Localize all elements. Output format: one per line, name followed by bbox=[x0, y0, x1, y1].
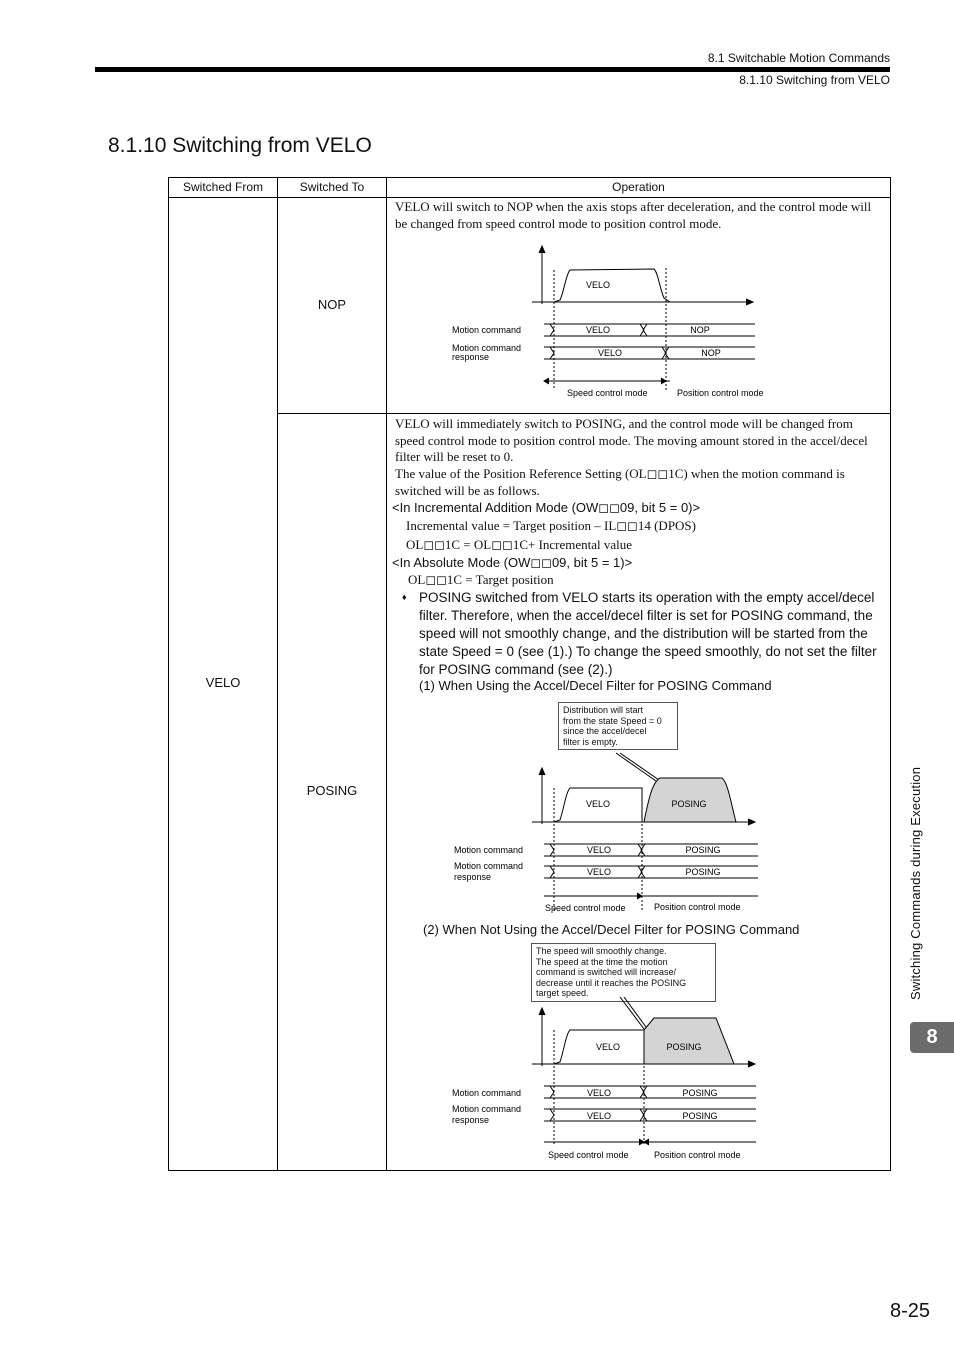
diag1-response-1: Motion command bbox=[452, 343, 522, 353]
case1-title: (1) When Using the Accel/Decel Filter for POSING Command bbox=[419, 678, 772, 693]
incremental-heading: <In Incremental Addition Mode (OW◻◻09, bit 5 = 0)> bbox=[392, 500, 701, 515]
diag3-position-mode: Position control mode bbox=[654, 1150, 741, 1160]
posing-para1: VELO will immediately switch to POSING, and the control mode will be changed from speed control mode to position control mode. The moving amount stored in the accel/decel filter will be reset to 0. bbox=[395, 416, 868, 464]
diag1-motion-command: Motion command bbox=[452, 325, 522, 335]
diag1-position-mode: Position control mode bbox=[677, 388, 764, 398]
note2-line1: The speed will smoothly change. bbox=[536, 946, 667, 956]
diagram-velo-to-posing-nofilter bbox=[440, 996, 790, 1166]
diag2-motion-command: Motion command bbox=[454, 845, 524, 855]
case2-title: (2) When Not Using the Accel/Decel Filter for POSING Command bbox=[423, 922, 800, 937]
note2-line2: The speed at the time the motion bbox=[536, 956, 668, 967]
diag3-velo-label: VELO bbox=[595, 1042, 621, 1052]
note-smooth-change bbox=[531, 943, 716, 1002]
incremental-line1: Incremental value = Target position – IL◻◻14 (DPOS) bbox=[406, 518, 696, 533]
note2-line4: decrease until it reaches the POSING bbox=[536, 977, 687, 988]
diag1-cmd-nop: NOP bbox=[690, 325, 710, 335]
nop-description: VELO will switch to NOP when the axis stops after deceleration, and the control mode will be changed from speed control mode to position control mode. bbox=[395, 199, 872, 231]
note1-line2: from the state Speed = 0 bbox=[563, 715, 662, 726]
header-section: 8.1 Switchable Motion Commands bbox=[707, 51, 890, 65]
incremental-line2: OL◻◻1C = OL◻◻1C+ Incremental value bbox=[406, 537, 633, 552]
note1-line1: Distribution will start bbox=[563, 705, 644, 715]
switched-to-posing: POSING bbox=[306, 783, 358, 798]
page-number: 8-25 bbox=[889, 1300, 930, 1322]
diag3-resp-posing: POSING bbox=[682, 1111, 718, 1121]
chapter-tab: 8 bbox=[910, 1022, 954, 1053]
absolute-line1: OL◻◻1C = Target position bbox=[408, 572, 554, 587]
diag3-response-1: Motion command bbox=[452, 1104, 522, 1114]
note1-line4: filter is empty. bbox=[563, 736, 618, 747]
bullet-icon: ♦ bbox=[402, 592, 407, 602]
diag1-response-2: response bbox=[452, 352, 490, 362]
diag3-speed-mode: Speed control mode bbox=[548, 1150, 629, 1160]
note1-line3: since the accel/decel bbox=[563, 726, 647, 736]
diag1-velo-label: VELO bbox=[585, 280, 611, 290]
diag2-response-2: response bbox=[454, 872, 492, 882]
diag2-resp-velo: VELO bbox=[586, 867, 612, 877]
header-subsection: 8.1.10 Switching from VELO bbox=[739, 73, 890, 87]
table-header-to: Switched To bbox=[299, 180, 365, 194]
switched-to-nop: NOP bbox=[317, 297, 347, 312]
diag2-posing-label: POSING bbox=[671, 799, 707, 809]
side-tab-label: Switching Commands during Execution bbox=[908, 766, 923, 1000]
note2-line3: command is switched will increase/ bbox=[536, 967, 677, 977]
diag3-posing-label: POSING bbox=[666, 1042, 702, 1052]
table-header-from: Switched From bbox=[182, 180, 264, 194]
diag1-resp-velo: VELO bbox=[597, 348, 623, 358]
diag2-velo-label: VELO bbox=[585, 799, 611, 809]
posing-para2: The value of the Position Reference Setting (OL◻◻1C) when the motion command is switched will be as follows. bbox=[395, 466, 845, 498]
diag2-cmd-posing: POSING bbox=[685, 845, 721, 855]
diag2-position-mode: Position control mode bbox=[654, 902, 741, 912]
diagram-velo-to-nop bbox=[440, 240, 790, 410]
diag2-response-1: Motion command bbox=[454, 861, 524, 871]
diag3-resp-velo: VELO bbox=[586, 1111, 612, 1121]
header-rule bbox=[95, 67, 890, 72]
table-header-operation: Operation bbox=[612, 180, 665, 194]
note2-line5: target speed. bbox=[536, 988, 589, 998]
diag3-motion-command: Motion command bbox=[452, 1088, 522, 1098]
diag1-speed-mode: Speed control mode bbox=[567, 388, 648, 398]
diagram-velo-to-posing-filter bbox=[440, 752, 790, 917]
diag1-cmd-velo: VELO bbox=[585, 325, 611, 335]
diag2-resp-posing: POSING bbox=[685, 867, 721, 877]
diag3-cmd-posing: POSING bbox=[682, 1088, 718, 1098]
note-filter-empty bbox=[558, 702, 678, 750]
posing-bullet-text: POSING switched from VELO starts its operation with the empty accel/decel filter. Therefore, when the accel/decel filter is set for POSING command, the speed will not smoothly change, and the distribution will be started from the state Speed = 0 (see (1).) To change the speed smoothly, do not set the filter for POSING command (see (2).) bbox=[419, 590, 877, 677]
diag3-cmd-velo: VELO bbox=[586, 1088, 612, 1098]
switched-from-velo: VELO bbox=[205, 675, 241, 690]
diag3-response-2: response bbox=[452, 1115, 490, 1125]
page-title: 8.1.10 Switching from VELO bbox=[108, 134, 372, 157]
diag1-resp-nop: NOP bbox=[701, 348, 721, 358]
diag2-speed-mode: Speed control mode bbox=[545, 903, 626, 913]
absolute-heading: <In Absolute Mode (OW◻◻09, bit 5 = 1)> bbox=[392, 555, 633, 570]
diag2-cmd-velo: VELO bbox=[586, 845, 612, 855]
